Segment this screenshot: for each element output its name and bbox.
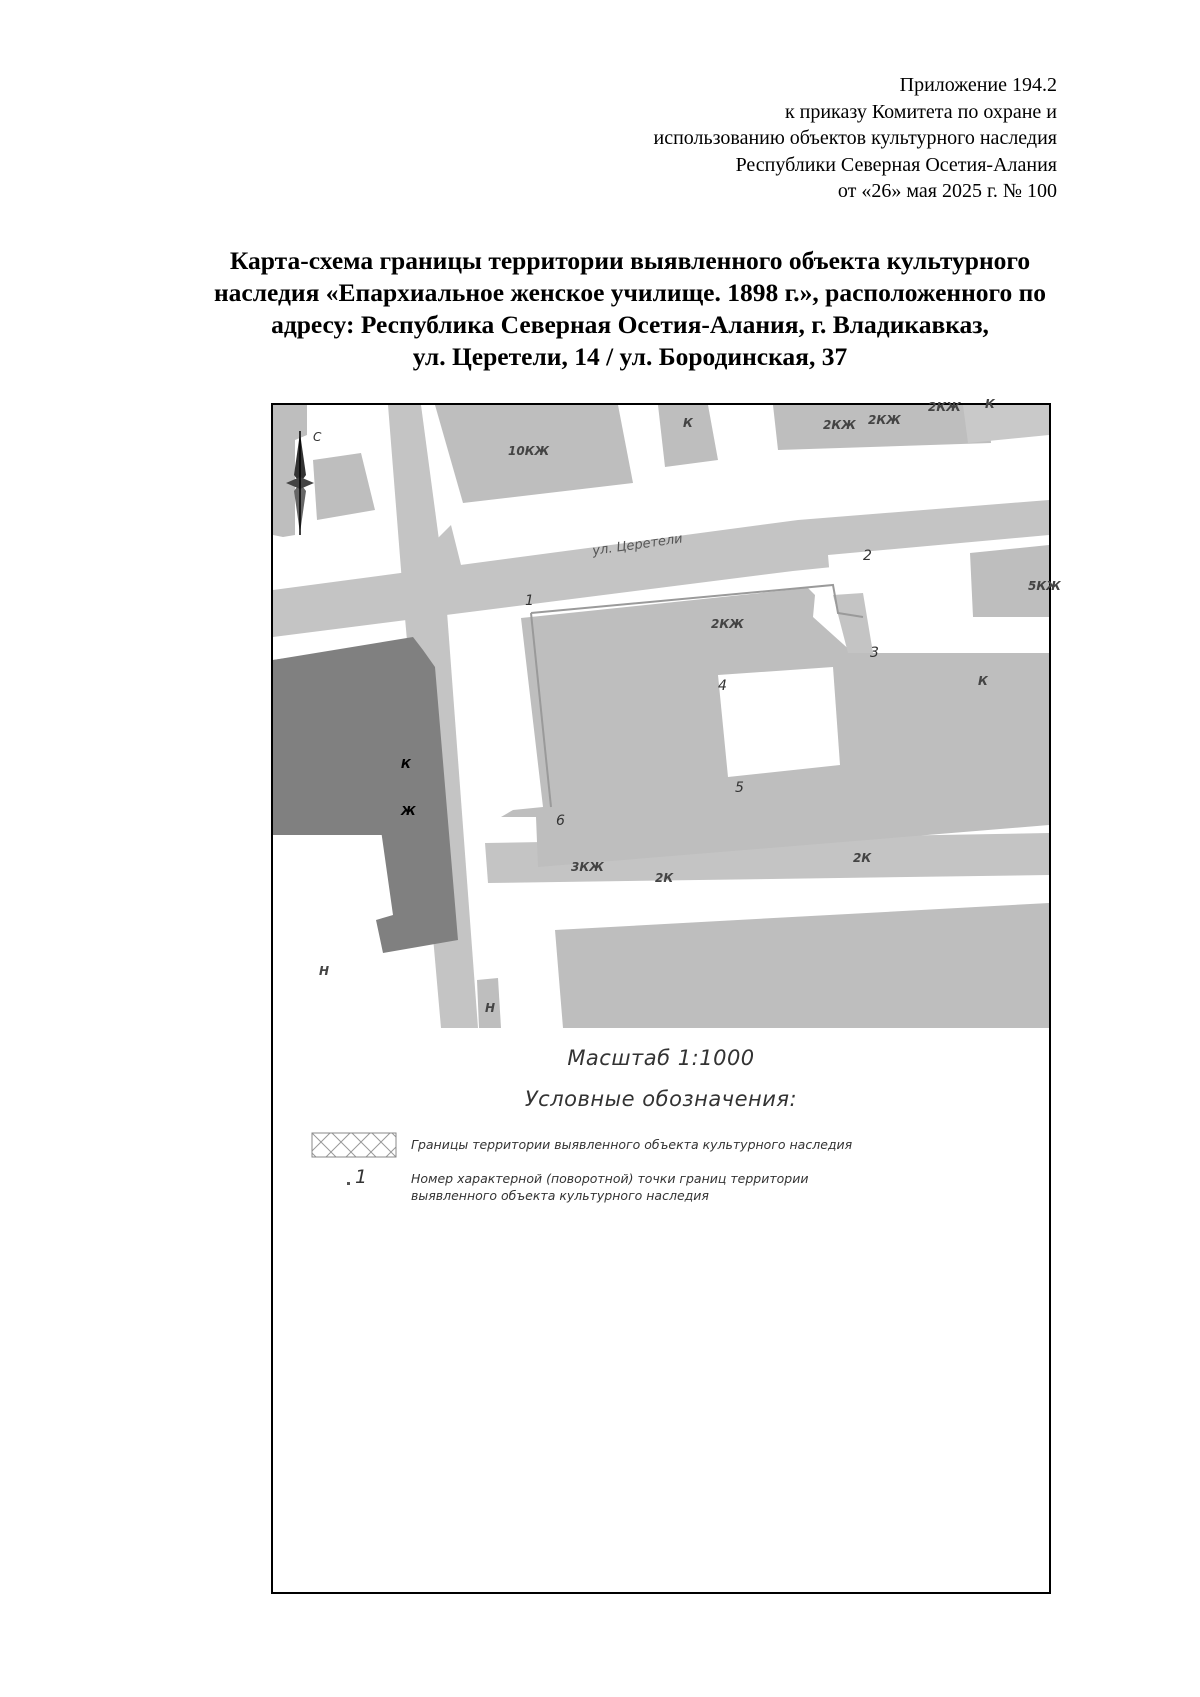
document-title	[150, 245, 1110, 373]
legend-text-line: выявленного объекта культурного наследия	[411, 1188, 709, 1203]
appendix-line: от «26» мая 2025 г. № 100	[837, 180, 1057, 202]
map-sheet	[271, 397, 1061, 1594]
building-label: 2КЖ	[928, 400, 961, 414]
boundary-point-number: 1	[525, 593, 534, 609]
north-letter: С	[313, 430, 322, 444]
building-label: 2К	[655, 871, 674, 885]
building-label: К	[683, 416, 693, 430]
building-label: 2КЖ	[868, 413, 901, 427]
boundary-point-number: 5	[735, 780, 744, 796]
boundary-point-number: 2	[863, 548, 872, 564]
hatch-swatch-icon	[311, 1132, 397, 1158]
building-label: 10КЖ	[508, 444, 550, 458]
building-highlighted	[273, 645, 388, 835]
legend-text-line: Номер характерной (поворотной) точки границ территории	[411, 1171, 809, 1186]
title-line: ул. Церетели, 14 / ул. Бородинская, 37	[412, 342, 848, 371]
title-line: наследия «Епархиальное женское училище. 1898 г.», расположенного по	[213, 278, 1047, 307]
appendix-line: использованию объектов культурного наследия	[653, 127, 1057, 149]
legend-title: Условные обозначения:	[524, 1087, 798, 1111]
cadastral-map	[273, 397, 1061, 1028]
appendix-line: Республики Северная Осетия-Алания	[735, 153, 1057, 176]
point-sample-number: 1	[355, 1166, 368, 1188]
legend-item-point	[311, 1166, 809, 1204]
map-scale: Масштаб 1:1000	[567, 1046, 755, 1070]
building-label: Н	[319, 964, 330, 978]
title-line: Карта-схема границы территории выявленного объекта культурного	[229, 246, 1031, 275]
building-label: 2КЖ	[823, 418, 856, 432]
building-label: 2КЖ	[711, 617, 744, 631]
building-label: 3КЖ	[571, 860, 604, 874]
boundary-point-number: 4	[718, 678, 727, 694]
street-label: ул. Церетели	[591, 531, 684, 559]
building-label: Н	[485, 1001, 496, 1015]
legend-text	[411, 1170, 808, 1204]
building-label: К	[985, 397, 995, 411]
building-label: Ж	[401, 804, 416, 818]
building-label: 5КЖ	[1028, 579, 1061, 593]
building-label: 2К	[853, 851, 872, 865]
courtyard	[718, 667, 840, 777]
title-line: адресу: Республика Северная Осетия-Алания, г. Владикавказ,	[271, 310, 989, 339]
legend-text: Границы территории выявленного объекта культурного наследия	[411, 1137, 853, 1152]
boundary-point-number: 3	[870, 645, 879, 661]
appendix-line: к приказу Комитета по охране и	[784, 100, 1057, 123]
building-label: К	[401, 757, 411, 771]
appendix-block	[357, 72, 1057, 205]
boundary-point-number: 6	[556, 813, 565, 829]
legend-item-boundary	[311, 1132, 852, 1158]
building-label: К	[978, 674, 988, 688]
appendix-line: Приложение 194.2	[899, 74, 1057, 96]
point-sample-icon	[311, 1166, 397, 1204]
building	[658, 405, 718, 467]
